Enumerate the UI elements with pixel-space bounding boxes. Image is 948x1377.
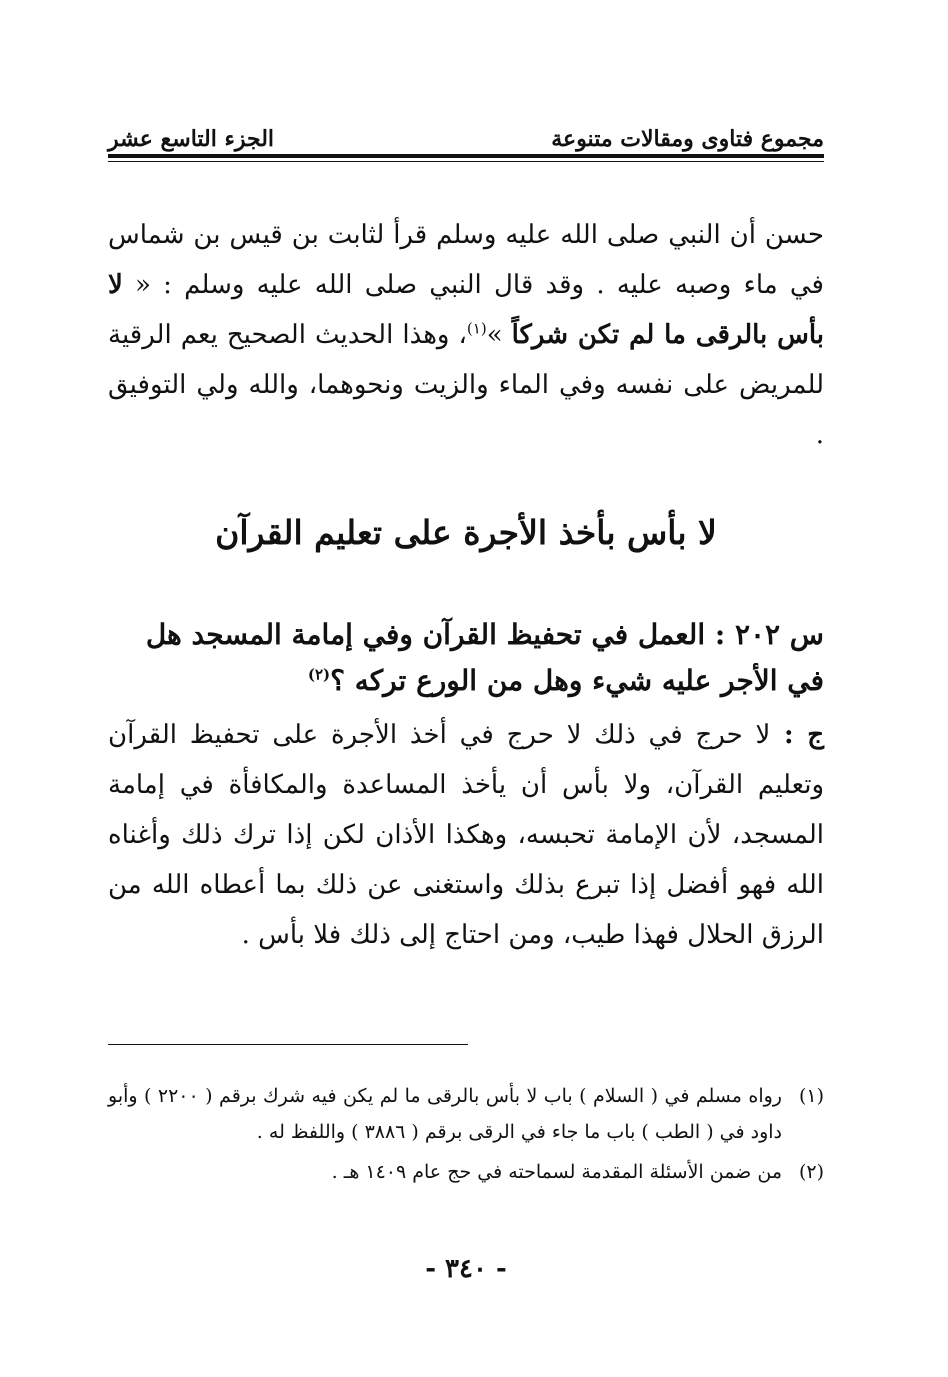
- footnotes: [108, 1078, 824, 1190]
- intro-paragraph: [108, 210, 824, 460]
- header-rule-thin: [108, 161, 824, 162]
- header-rule-thick: [108, 154, 824, 158]
- footnote-rule: [108, 1044, 468, 1045]
- header-volume: الجزء التاسع عشر: [108, 126, 275, 152]
- answer-prefix: ج :: [770, 720, 825, 750]
- footnote-text: رواه مسلم في ( السلام ) باب لا بأس بالرقى ما لم يكن فيه شرك برقم ( ٢٢٠٠ ) وأبو داود في ( الطب ) باب ما جاء في الرقى برقم ( ٣٨٨٦ ) واللفظ له .: [108, 1085, 782, 1143]
- footnote-2: [108, 1154, 824, 1190]
- section-title: لا بأس بأخذ الأجرة على تعليم القرآن: [215, 513, 717, 552]
- header-book-title: مجموع فتاوى ومقالات متنوعة: [551, 126, 824, 152]
- footnote-1: [108, 1078, 824, 1150]
- question-text: س ٢٠٢ : العمل في تحفيظ القرآن وفي إمامة المسجد هل في الأجر عليه شيء وهل من الورع تركه ؟: [145, 618, 824, 697]
- intro-text-1: حسن أن النبي صلى الله عليه وسلم قرأ لثابت بن قيس بن شماس في ماء وصبه عليه . وقد قال النبي صلى الله عليه وسلم : «: [108, 220, 824, 300]
- footnote-ref-1: (١): [466, 319, 487, 338]
- footnote-number: (٢): [798, 1161, 824, 1183]
- answer-paragraph: [108, 710, 824, 960]
- answer-text: لا حرج في ذلك لا حرج في أخذ الأجرة على تحفيظ القرآن وتعليم القرآن، ولا بأس أن يأخذ المساعدة والمكافأة في إمامة المسجد، لأن الإمامة تحبسه، وهكذا الأذان لكن إذا ترك ذلك وأغناه الله فهو أفضل إذا تبرع بذلك واستغنى عن ذلك بما أعطاه الله من الرزق الحلال فهذا طيب، ومن احتاج إلى ذلك فلا بأس .: [108, 720, 824, 950]
- book-page: [108, 118, 824, 1318]
- intro-text-2: »: [486, 320, 512, 350]
- hadith-quote: لا بأس بالرقى ما لم تكن شركاً: [108, 270, 825, 350]
- footnote-text: من ضمن الأسئلة المقدمة لسماحته في حج عام ١٤٠٩ هـ .: [331, 1161, 782, 1183]
- running-header: [108, 118, 824, 154]
- page-number: - ٣٤٠ -: [425, 1254, 507, 1284]
- footnote-number: (١): [798, 1085, 824, 1107]
- question-paragraph: [108, 612, 824, 704]
- intro-text-3: ، وهذا الحديث الصحيح يعم الرقية للمريض على نفسه وفي الماء والزيت ونحوهما، والله ولي التوفيق .: [108, 320, 824, 450]
- footnote-ref-2: (٢): [307, 665, 331, 684]
